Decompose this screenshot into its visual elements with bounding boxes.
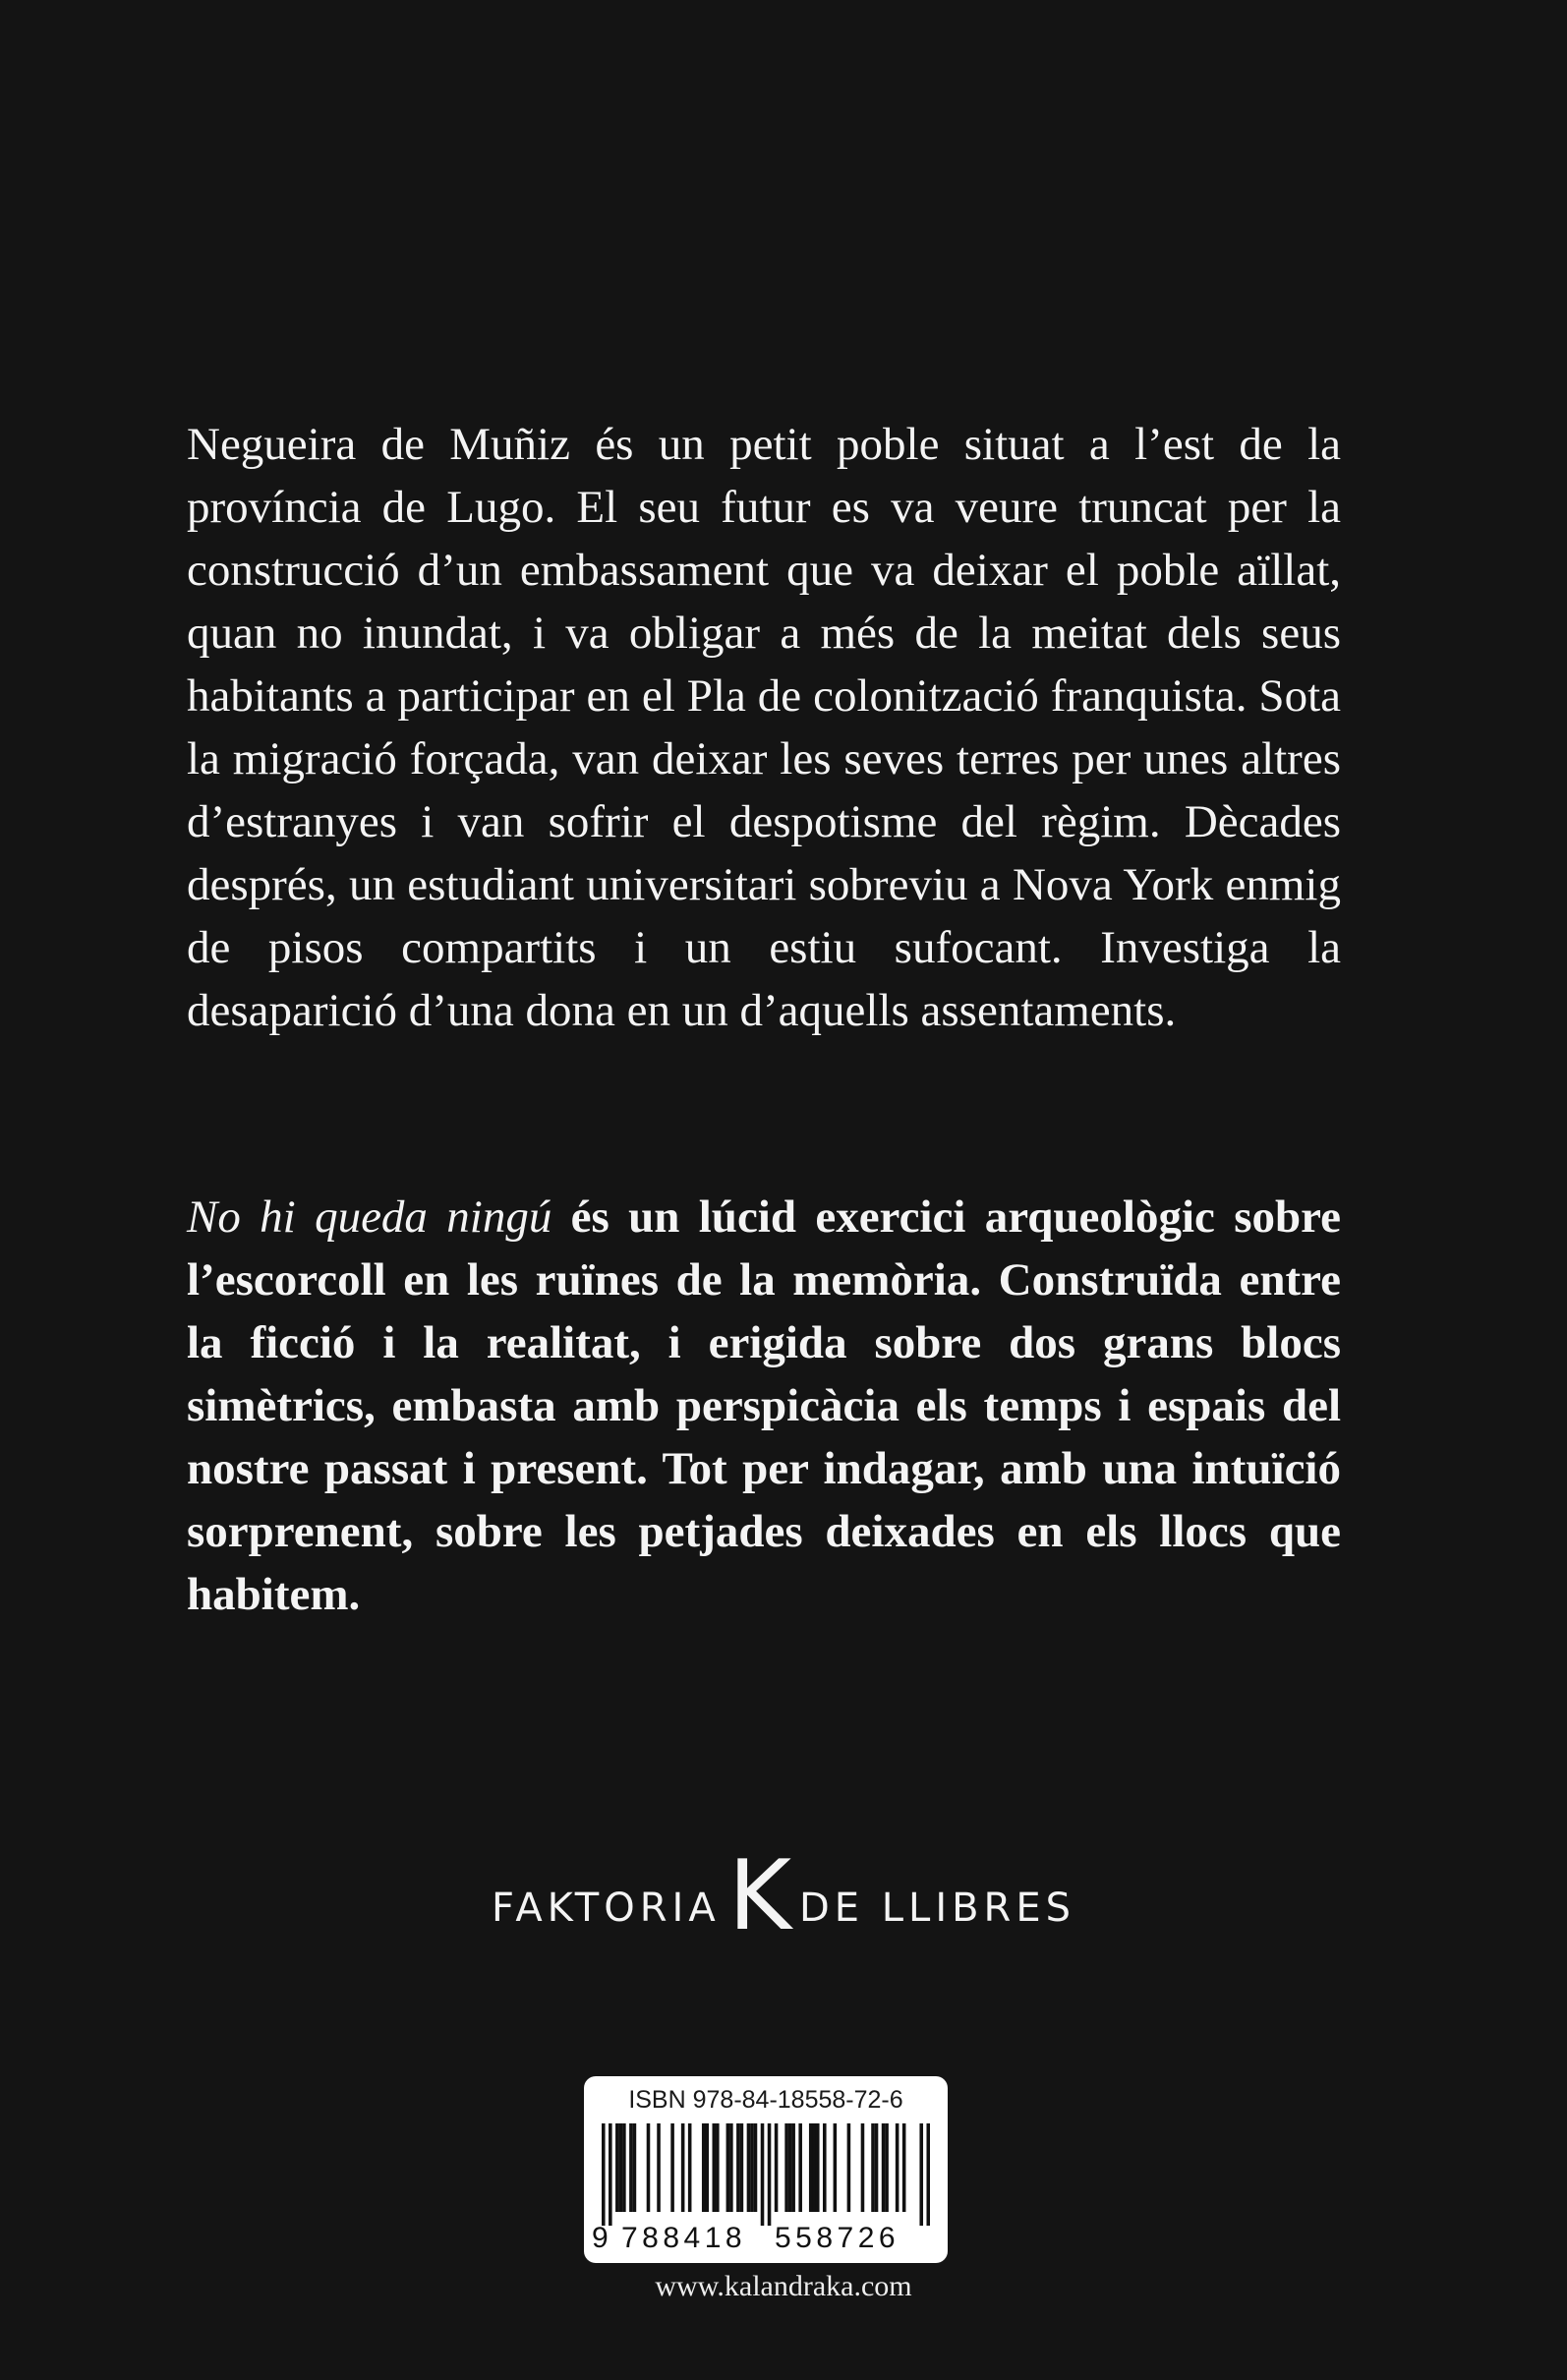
barcode-bar [775, 2123, 779, 2212]
barcode-bar [885, 2123, 889, 2212]
publisher-k-letter: K [727, 1840, 791, 1952]
barcode-bar [768, 2123, 772, 2226]
blurb-paragraph-2-text: és un lúcid exercici arqueològic sobre l’escorcoll en les ruïnes de la memòria. Construïda entre la ficció i la realitat, i erigida sobre dos grans blocs simètrics, embasta amb perspicàcia els temps i espais del nostre passat i present. Tot per indagar, amb una intuïció sorprenent, sobre les petjades deixades en els llocs que habitem. [187, 1191, 1342, 1620]
barcode-bar [615, 2123, 619, 2212]
barcode-bar [784, 2123, 788, 2212]
barcode-bar [647, 2123, 651, 2212]
publisher-logo [0, 1840, 1567, 1952]
barcode-bar [902, 2123, 906, 2212]
barcode-bar [750, 2123, 754, 2212]
barcode-bar [871, 2123, 875, 2212]
barcode-bar [736, 2123, 740, 2212]
barcode-bar [657, 2123, 661, 2212]
barcode-bar [622, 2123, 626, 2212]
ean-digits-right: 558726 [775, 2222, 900, 2254]
barcode-bar [729, 2123, 733, 2212]
barcode-bar [861, 2123, 865, 2212]
barcode-bar [809, 2123, 813, 2212]
barcode-bar [788, 2123, 792, 2212]
isbn-label: ISBN 978-84-18558-72-6 [628, 2086, 903, 2114]
barcode-bar [629, 2123, 633, 2212]
barcode-bar [747, 2123, 751, 2212]
blurb-paragraph-1: Negueira de Muñiz és un petit poble situat a l’est de la província de Lugo. El seu futur es va veure truncat per la construcció d’un embassament que va deixar el poble aïllat, quan no inundat, i va obligar a més de la meitat dels seus habitants a participar en el Pla de colonització franquista. Sota la migració forçada, van deixar les seves terres per unes altres d’estranyes i van sofrir el despotisme del règim. Dècades després, un estudiant universitari sobreviu a Nova York enmig de pisos compartits i un estiu sufocant. Investiga la desaparició d’una dona en un d’aquells assentaments. [187, 419, 1341, 1036]
blurb-paragraph-2 [187, 1186, 1341, 1626]
barcode-bar [834, 2123, 838, 2212]
publisher-website: www.kalandraka.com [655, 2270, 912, 2302]
barcode-bar [791, 2123, 795, 2212]
barcode-bar [726, 2123, 730, 2212]
barcode-bar [812, 2123, 816, 2212]
barcode-bar [761, 2123, 765, 2226]
barcode-bar [926, 2123, 930, 2226]
barcode-bar [919, 2123, 923, 2226]
barcode-bar [633, 2123, 637, 2212]
barcode-bars [602, 2123, 930, 2226]
barcode-bar [823, 2123, 827, 2212]
barcode-bar [798, 2123, 802, 2212]
ean-digit-first: 9 [592, 2222, 609, 2254]
isbn-barcode [584, 2076, 948, 2263]
publisher-word-left: FAKTORIA [491, 1886, 721, 1931]
book-title: No hi queda ningú [187, 1191, 552, 1243]
barcode-bar [847, 2123, 851, 2212]
barcode-bar [740, 2123, 744, 2212]
barcode-bar [716, 2123, 720, 2212]
ean-digits-left: 788418 [621, 2222, 747, 2254]
barcode-bar [602, 2123, 606, 2226]
barcode-bar [816, 2123, 820, 2212]
barcode-bar [875, 2123, 879, 2212]
barcode-bar [688, 2123, 692, 2212]
barcode-bar [705, 2123, 709, 2212]
barcode-bar [609, 2123, 612, 2226]
barcode-bar [882, 2123, 886, 2212]
barcode-bar [619, 2123, 623, 2212]
publisher-word-right: DE LLIBRES [798, 1886, 1076, 1931]
barcode-bar [896, 2123, 900, 2212]
barcode-bar [670, 2123, 674, 2212]
barcode-bar [681, 2123, 685, 2212]
barcode-bar [702, 2123, 706, 2212]
barcode-bar [713, 2123, 717, 2212]
barcode-bar [754, 2123, 758, 2212]
